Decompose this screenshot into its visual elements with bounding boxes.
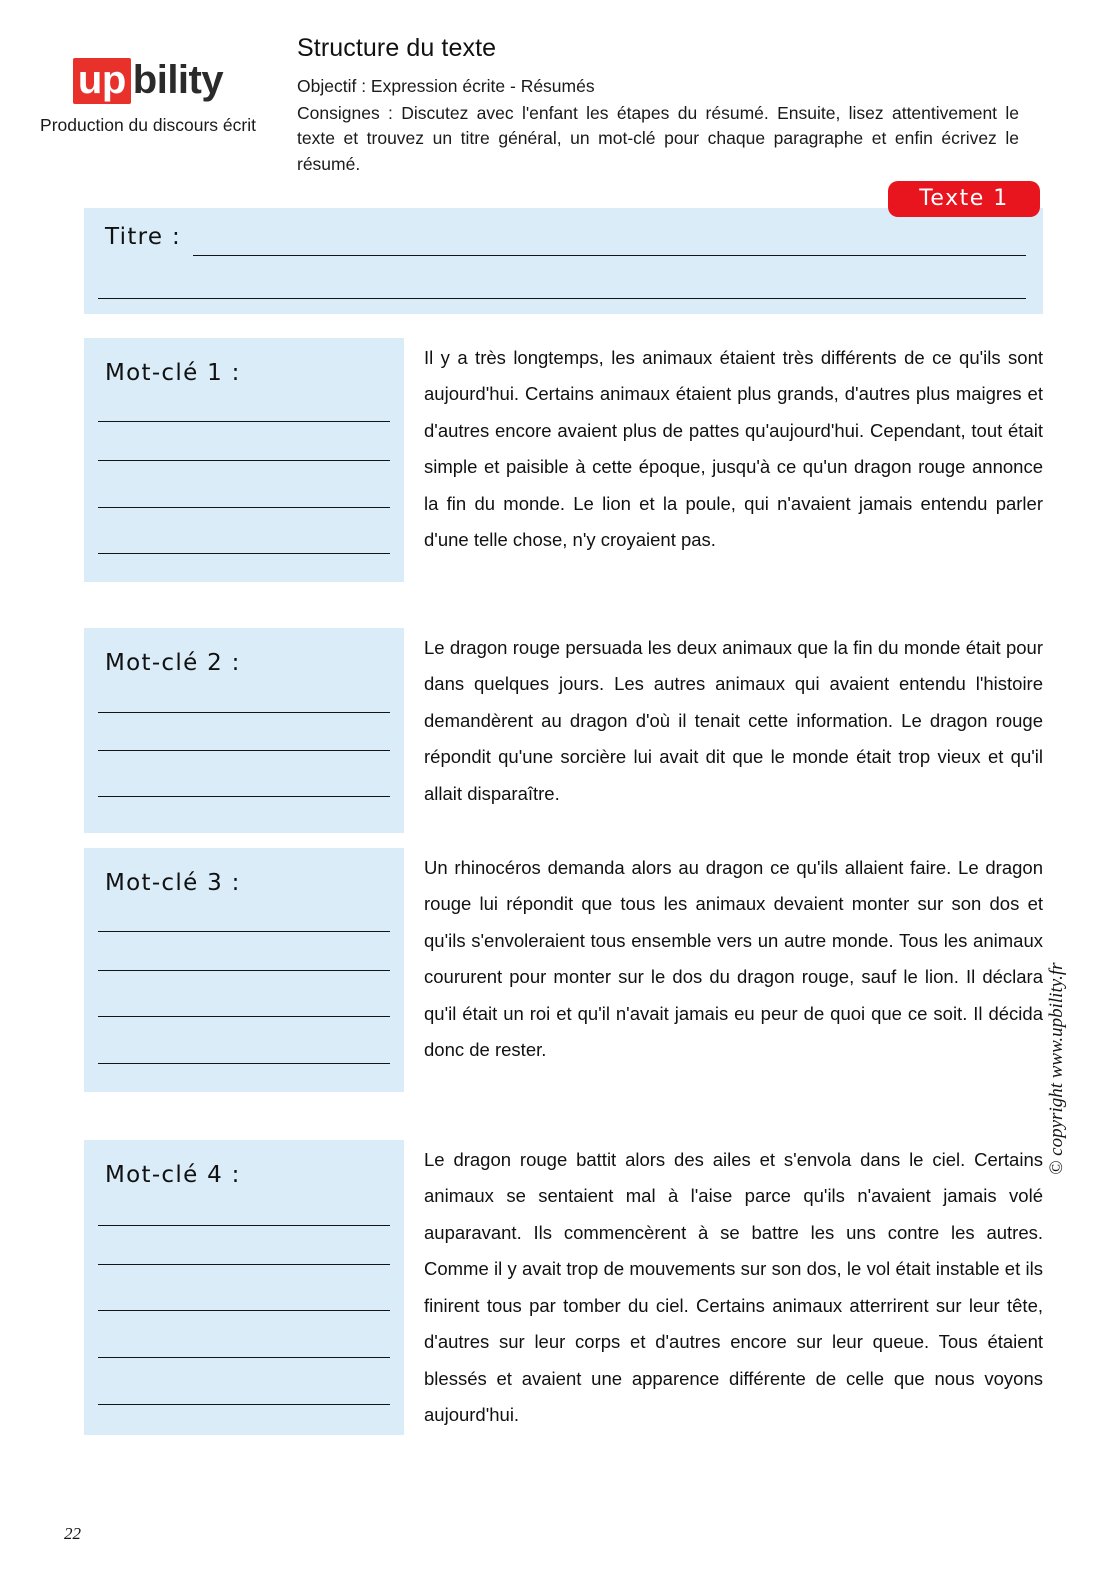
page-number: 22 xyxy=(64,1524,81,1543)
brand-block xyxy=(28,58,268,136)
keyword-writing-line[interactable] xyxy=(98,1357,390,1358)
titre-label: Titre : xyxy=(105,224,182,250)
brand-tagline: Production du discours écrit xyxy=(40,115,256,135)
keyword-writing-line[interactable] xyxy=(98,712,390,713)
keyword-writing-line[interactable] xyxy=(98,1264,390,1265)
keyword-writing-line[interactable] xyxy=(98,553,390,554)
keyword-writing-line[interactable] xyxy=(98,750,390,751)
keyword-writing-line[interactable] xyxy=(98,1404,390,1405)
keyword-writing-line[interactable] xyxy=(98,1016,390,1017)
header-text-block xyxy=(297,34,1019,177)
upbility-logo xyxy=(73,58,223,104)
titre-writing-line[interactable] xyxy=(193,255,1026,256)
keyword-writing-line[interactable] xyxy=(98,931,390,932)
keyword-writing-line[interactable] xyxy=(98,796,390,797)
keyword-label-2: Mot-clé 2 : xyxy=(105,650,241,676)
logo-bility-mark: bility xyxy=(132,58,224,102)
texte-number-badge: Texte 1 xyxy=(888,181,1040,217)
keyword-writing-line[interactable] xyxy=(98,1225,390,1226)
titre-writing-line[interactable] xyxy=(98,298,1026,299)
keyword-label-1: Mot-clé 1 : xyxy=(105,360,241,386)
paragraph-text-4: Le dragon rouge battit alors des ailes et s'envola dans le ciel. Certains animaux se sentaient mal à l'aise parce qu'ils n'avaient jamais volé auparavant. Ils commencèrent à se battre les uns contre les autres. Comme il y avait trop de mouvements sur son dos, le vol était instable et ils finirent tous par tomber du ciel. Certains animaux atterrirent sur leur tête, d'autres sur leur corps et d'autres encore sur leur queue. Tous étaient blessés et avaient une apparence différente de celle que nous voyons aujourd'hui. xyxy=(424,1149,1043,1426)
copyright-notice: © copyright www.upbility.fr xyxy=(1046,962,1067,1175)
keyword-label-4: Mot-clé 4 : xyxy=(105,1162,241,1188)
paragraph-text-3: Un rhinocéros demanda alors au dragon ce qu'ils allaient faire. Le dragon rouge lui répondit que tous les animaux devaient monter sur son dos et qu'ils s'envoleraient tous ensemble vers un autre monde. Tous les animaux coururent pour monter sur le dos du dragon rouge, sauf le lion. Il déclara qu'il était un roi et qu'il n'avait jamais eu peur de quoi que ce soit. Il décida donc de rester. xyxy=(424,857,1043,1061)
instructions-text: Consignes : Discutez avec l'enfant les étapes du résumé. Ensuite, lisez attentivement le texte et trouvez un titre général, un mot-clé pour chaque paragraphe et enfin écrivez le résumé. xyxy=(297,103,1019,174)
objective-line: Objectif : Expression écrite - Résumés xyxy=(297,76,595,96)
paragraph-text-2: Le dragon rouge persuada les deux animaux que la fin du monde était pour dans quelques jours. Les autres animaux qui avaient entendu l'histoire demandèrent au dragon d'où il tenait cette information. Le dragon rouge répondit qu'une sorcière lui avait dit que le monde était trop vieux et qu'il allait disparaître. xyxy=(424,637,1043,804)
keyword-writing-line[interactable] xyxy=(98,421,390,422)
keyword-writing-line[interactable] xyxy=(98,460,390,461)
keyword-box-4[interactable] xyxy=(84,1140,404,1435)
logo-up-mark: up xyxy=(73,58,131,104)
page-title: Structure du texte xyxy=(297,34,497,62)
keyword-box-1[interactable] xyxy=(84,338,404,582)
paragraph-text-1: Il y a très longtemps, les animaux étaient très différents de ce qu'ils sont aujourd'hui. Certains animaux étaient plus grands, d'autres plus maigres et d'autres encore avaient plus de pattes qu'aujourd'hui. Cependant, tout était simple et paisible à cette époque, jusqu'à ce qu'un dragon rouge annonce la fin du monde. Le lion et la poule, qui n'avaient jamais entendu parler d'une telle chose, n'y croyaient pas. xyxy=(424,347,1043,551)
titre-answer-box[interactable] xyxy=(84,208,1043,314)
keyword-box-2[interactable] xyxy=(84,628,404,833)
keyword-label-3: Mot-clé 3 : xyxy=(105,870,241,896)
page-header xyxy=(0,0,1115,185)
keyword-writing-line[interactable] xyxy=(98,507,390,508)
keyword-writing-line[interactable] xyxy=(98,1310,390,1311)
keyword-writing-line[interactable] xyxy=(98,970,390,971)
keyword-writing-line[interactable] xyxy=(98,1063,390,1064)
keyword-box-3[interactable] xyxy=(84,848,404,1092)
titre-label-row xyxy=(105,224,1026,250)
